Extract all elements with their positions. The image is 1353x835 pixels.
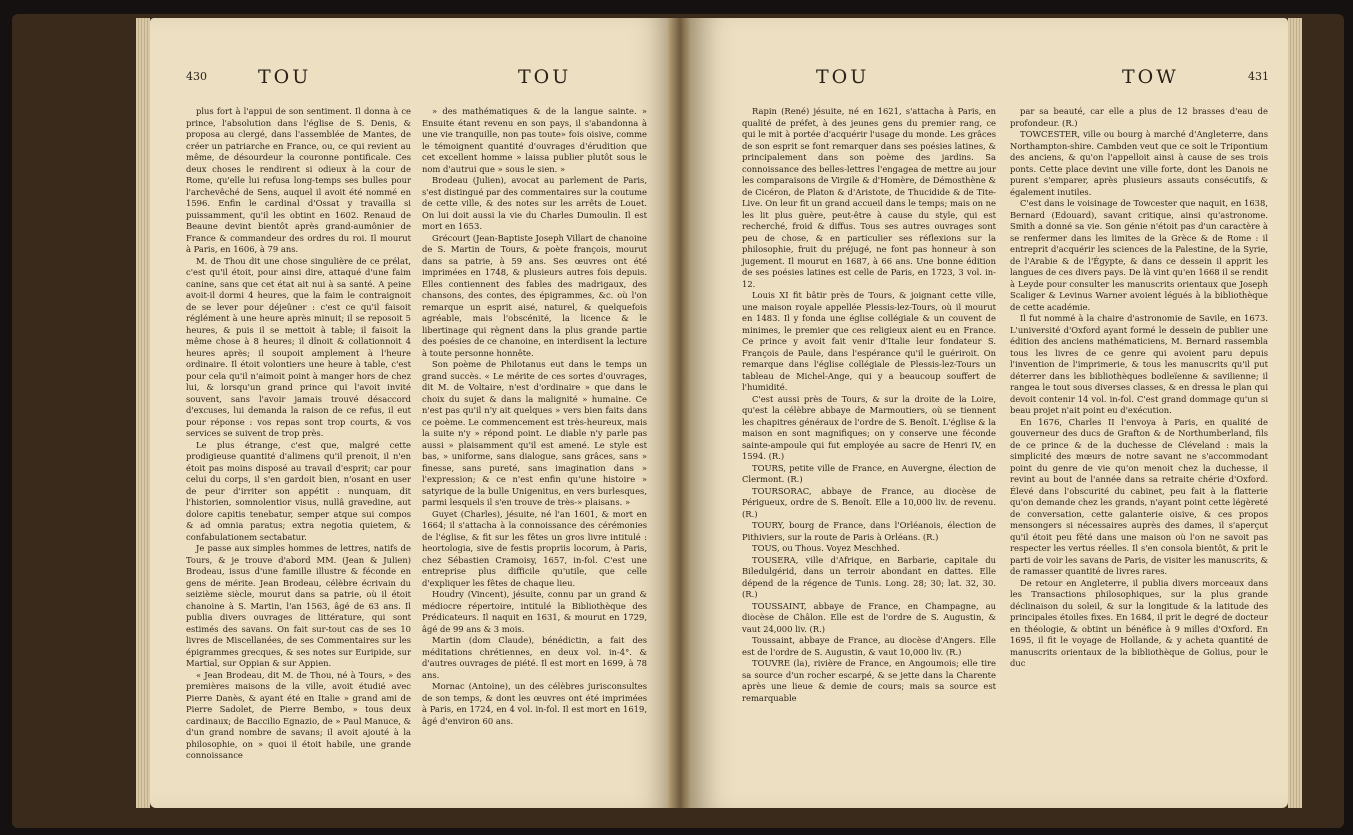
paragraph: par sa beauté, car elle a plus de 12 brasses d'eau de profondeur. (R.)	[1010, 106, 1268, 128]
paragraph: Mornac (Antoine), un des célèbres jurisconsultes de son temps, & dont les œuvres ont été imprimées à Paris, en 1724, en 4 vol. in-fol. Il est mort en 1619, âgé d'environ 60 ans.	[422, 681, 647, 726]
paragraph: Brodeau (Julien), avocat au parlement de Paris, s'est distingué par des commentaires sur la coutume de cette ville, & des notes sur les arrêts de Louet. On lui doit aussi la vie du Charles Dumoulin. Il est mort en 1653.	[422, 175, 647, 231]
paragraph: C'est aussi près de Tours, & sur la droite de la Loire, qu'est la célèbre abbaye de Marmoutiers, où se tiennent les chapitres généraux de l'ordre de S. Benoît. L'église & la maison en sont magnifiques; on y conserve une féconde sainte-ampoule qui fut employée au sacre de Henri IV, en 1594. (R.)	[742, 393, 996, 461]
paragraph: Il fut nommé à la chaire d'astronomie de Savile, en 1673. L'université d'Oxford ayant formé le dessein de publier une édition des anciens mathématiciens, M. Bernard rassembla tous les livres de ce genre qui avoient paru depuis l'invention de l'imprimerie, & tous les manuscrits qu'il put déterrer dans les bibliothèques bodleïenne & savilienne; il rangea le tout sous diverses classes, & en dressa le plan qui devoit contenir 14 vol. in-fol. C'est grand dommage qu'un si beau projet n'ait point eu d'exécution.	[1010, 313, 1268, 415]
right-column-2	[1010, 106, 1268, 670]
left-running-head-1: TOU	[258, 66, 312, 88]
left-column-2	[422, 106, 647, 727]
right-page	[690, 18, 1288, 808]
paragraph: « Jean Brodeau, dit M. de Thou, né à Tours, » des premières maisons de la ville, avoit étudié avec Pierre Danès, & ayant été en Italie » grand ami de Pierre Sadolet, de Pierre Bembo, » tous deux cardinaux; de Baccilio Egnazio, de » Paul Manuce, & d'un grand nombre de savans; il avoit ajouté à la philosophie, on » quoi il étoit habile, une grande connoissance	[186, 669, 411, 760]
paragraph: Louis XI fit bâtir près de Tours, & joignant cette ville, une maison royale appellée Plessis-lez-Tours, où il mourut en 1483. Il y fonda une église collégiale & un couvent de minimes, le premier que ces religieux aient eu en France. Ce prince y avoit fait venir d'Italie leur fondateur S. François de Paule, dans l'espérance qu'il le guériroit. On remarque dans l'église collégiale de Plessis-lez-Tours un tableau de Michel-Ange, qui y a beaucoup souffert de l'humidité.	[742, 290, 996, 392]
paragraph: TOUVRE (la), rivière de France, en Angoumois; elle tire sa source d'un rocher escarpé, & se jette dans la Charente après une lieue & demie de cours; mais sa source est remarquable	[742, 658, 996, 703]
left-page	[150, 18, 675, 808]
paragraph: Son poème de Philotanus eut dans le temps un grand succès. « Le mérite de ces sortes d'ouvrages, dit M. de Voltaire, n'est d'ordinaire » que dans le choix du sujet & dans la malignité » humaine. Ce n'est pas qu'il n'y ait quelques » vers bien faits dans ce poème. Le commencement est très-heureux, mais la suite n'y » répond point. Le diable n'y parle pas aussi » plaisamment qu'il est amené. Le style est bas, » uniforme, sans dialogue, sans grâces, sans » finesse, sans pureté, sans imagination dans » l'expression; & ce n'est enfin qu'une histoire » satyrique de la bulle Unigenitus, en vers burlesques, parmi lesquels il s'en trouve de très-» plaisans. »	[422, 359, 647, 507]
paragraph: Martin (dom Claude), bénédictin, a fait des méditations chrétiennes, en deux vol. in-4°. & d'autres ouvrages de piété. Il est mort en 1699, à 78 ans.	[422, 635, 647, 680]
paragraph: TOURSORAC, abbaye de France, au diocèse de Périgueux, ordre de S. Benoît. Elle a 10,000 liv. de revenu. (R.)	[742, 485, 996, 519]
paragraph: TOUSERA, ville d'Afrique, en Barbarie, capitale du Biledulgérid, dans un terroir abondant en dattes. Elle dépend de la régence de Tunis. Long. 28; 30; lat. 32, 30. (R.)	[742, 554, 996, 599]
paragraph: TOURY, bourg de France, dans l'Orléanois, élection de Pithiviers, sur la route de Paris à Orléans. (R.)	[742, 520, 996, 542]
right-column-1	[742, 106, 996, 704]
right-folio: 431	[1248, 70, 1269, 83]
book-gutter	[668, 18, 692, 808]
paragraph: » des mathématiques & de la langue sainte. » Ensuite étant revenu en son pays, il s'abandonna à une vie tranquille, non pas toute» fois oisive, comme le témoignent quantité d'ouvrages d'érudition que cet excellent homme » laissa publier plutôt sous le nom d'autrui que » sous le sien. »	[422, 106, 647, 174]
paragraph: Je passe aux simples hommes de lettres, natifs de Tours, & je trouve d'abord MM. (Jean & Julien) Brodeau, issus d'une famille illustre & féconde en gens de mérite. Jean Brodeau, célèbre écrivain du seizième siècle, mourut dans sa patrie, où il étoit chanoine à S. Martin, l'an 1563, âgé de 63 ans. Il publia divers ouvrages de littérature, qui sont estimés des savans. On fait sur-tout cas de ses 10 livres de Miscellanées, de ses Commentaires sur les épigrammes grecques, & ses notes sur Euripide, sur Martial, sur Oppian & sur Appien.	[186, 543, 411, 668]
right-running-head-2: TOW	[1122, 66, 1179, 88]
paragraph: TOWCESTER, ville ou bourg à marché d'Angleterre, dans Northampton-shire. Cambden veut que ce soit le Tripontium des anciens, & qu'on l'appelloit ainsi à cause de ses trois ponts. Cette place devint une ville forte, dont les Danois ne purent s'emparer, après plusieurs assauts consécutifs, & également inutiles.	[1010, 129, 1268, 197]
left-page-edges	[136, 18, 150, 808]
paragraph: Grécourt (Jean-Baptiste Joseph Villart de chanoine de S. Martin de Tours, & poète françois, mourut dans sa patrie, à 59 ans. Ses œuvres ont été imprimées en 1748, & plusieurs autres fois depuis. Elles contiennent des fables des madrigaux, des chansons, des contes, des épigrammes, &c. où l'on remarque un esprit aisé, naturel, & quelquefois agréable, mais l'obscénité, la licence & le libertinage qui règnent dans la plus grande partie des poésies de ce chanoine, en interdisent la lecture à toute personne honnête.	[422, 232, 647, 358]
left-running-head-2: TOU	[518, 66, 572, 88]
paragraph: C'est dans le voisinage de Towcester que naquit, en 1638, Bernard (Edouard), savant critique, ainsi qu'astronome. Smith a donné sa vie. Son génie n'étoit pas d'un caractère à se renfermer dans les limites de la Grèce & de Rome : il entreprit d'acquérir les sciences de la Palestine, de la Syrie, de l'Arabie & de l'Égypte, & dans ce dessein il apprit les langues de ces divers pays. De là vint qu'en 1668 il se rendit à Leyde pour consulter les manuscrits orientaux que Joseph Scaliger & Levinus Warner avoient légués à la bibliothèque de cette académie.	[1010, 198, 1268, 312]
paragraph: Rapin (René) jésuite, né en 1621, s'attacha à Paris, en qualité de préfet, à des jeunes gens du premier rang, ce qui le mit à portée d'acquérir l'usage du monde. Les grâces de son esprit se font remarquer dans ses poésies latines, & principalement dans son poème des jardins. Sa connoissance des belles-lettres l'engagea de mettre au jour les comparaisons de Virgile & d'Homère, de Démosthène & de Cicéron, de Platon & d'Aristote, de Thucidide & de Tite-Live. On leur fit un grand accueil dans le temps; mais on ne les lit plus guère, peut-être à cause du style, qui est recherché, froid & diffus. Tous ses autres ouvrages sont peu de chose, & en particulier ses réflexions sur la philosophie, fruit du préjugé, ne font pas honneur à son jugement. Il mourut en 1687, à 66 ans. Une bonne édition de ses poésies latines est celle de Paris, en 1723, 3 vol. in-12.	[742, 106, 996, 289]
right-page-edges	[1288, 18, 1302, 808]
left-folio: 430	[186, 70, 207, 83]
paragraph: TOURS, petite ville de France, en Auvergne, élection de Clermont. (R.)	[742, 462, 996, 484]
paragraph: Toussaint, abbaye de France, au diocèse d'Angers. Elle est de l'ordre de S. Augustin, & vaut 10,000 liv. (R.)	[742, 635, 996, 657]
paragraph: TOUSSAINT, abbaye de France, en Champagne, au diocèse de Châlon. Elle est de l'ordre de S. Augustin, & vaut 24,000 liv. (R.)	[742, 600, 996, 634]
paragraph: Guyet (Charles), jésuite, né l'an 1601, & mort en 1664; il s'attacha à la connoissance des cérémonies de l'église, & fit sur les fêtes un gros livre intitulé : heortologia, sive de festis propriis locorum, à Paris, chez Sébastien Cramoisy, 1657, in-fol. C'est une entreprise plus difficile qu'utile, que celle d'expliquer les fêtes de chaque lieu.	[422, 508, 647, 588]
right-running-head-1: TOU	[816, 66, 870, 88]
left-column-1	[186, 106, 411, 762]
paragraph: plus fort à l'appui de son sentiment. Il donna à ce prince, l'absolution dans l'église de S. Denis, & proposa au clergé, dans l'assemblée de Mantes, de créer un patriarche en France, ou, ce qui revient au même, de désourdeur la couronne pontificale. Ces deux choses le rendirent si odieux à la cour de Rome, qu'elle lui refusa long-temps ses bulles pour l'archevêché de Sens, auquel il avoit été nommé en 1596. Enfin le cardinal d'Ossat y travailla si puissamment, qu'il les obtint en 1602. Renaud de Beaune devint bientôt après grand-aumônier de France & commandeur des ordres du roi. Il mourut à Paris, en 1606, à 79 ans.	[186, 106, 411, 254]
paragraph: TOUS, ou Thous. Voyez Meschhed.	[752, 543, 900, 553]
paragraph: M. de Thou dit une chose singulière de ce prélat, c'est qu'il étoit, pour ainsi dire, attaqué d'une faim canine, sans que cet état ait nui à sa santé. A peine avoit-il dormi 4 heures, que la faim le contraignoit de se lever pour déjeûner : c'est ce qu'il faisoit réglément à une heure après minuit; il se reposoit 5 heures, & puis il se mettoit à table; il faisoit la même chose à 8 heures; il dînoit & collationnoit 4 heures après; il soupoit amplement à l'heure ordinaire. Il étoit volontiers une heure à table, c'est pour cela qu'il n'aimoit point à manger hors de chez lui, & lorsqu'un grand prince qui l'avoit invité souvent, sans l'avoir jamais trouvé désaccord d'excuses, lui demanda la raison de ce refus, il eut pour réponse : vos repas sont trop courts, & vos services se suivent de trop près.	[186, 255, 411, 438]
paragraph: Le plus étrange, c'est que, malgré cette prodigieuse quantité d'alimens qu'il prenoit, il n'en étoit pas moins disposé au travail d'esprit; car pour celui du corps, il s'en gardoit bien, n'osant en user de peur d'irriter son appétit : nunquam, dit l'historien, somnolentior visus, nullâ gravedine, aut dolore capitis tenebatur, semper atque sui compos & ad omnia paratus; extra negotia quietem, & confabulationem sectabatur.	[186, 439, 411, 542]
paragraph: Houdry (Vincent), jésuite, connu par un grand & médiocre répertoire, intitulé la Bibliothèque des Prédicateurs. Il naquit en 1631, & mourut en 1729, âgé de 99 ans & 3 mois.	[422, 589, 647, 634]
paragraph: En 1676, Charles II l'envoya à Paris, en qualité de gouverneur des ducs de Grafton & de Northumberland, fils de ce prince & de la duchesse de Cléveland : mais la simplicité des mœurs de notre savant ne s'accommodant point du genre de vie qu'on menoit chez la duchesse, il revint au bout de l'année dans sa retraite chérie d'Oxford. Élevé dans l'obscurité du cabinet, peu fait à la flatterie qu'on demande chez les grands, n'ayant point cette légèreté de conversation, cette galanterie oisive, & ces propos mensongers si nécessaires auprès des dames, il s'aperçut qu'il étoit peu fêté dans une maison où l'on ne savoit pas respecter les vertus réelles. Il s'en consola bientôt, & prit le parti de voir les savans de Paris, de visiter les manuscrits, & de ramasser quantité de livres rares.	[1010, 416, 1268, 576]
paragraph: De retour en Angleterre, il publia divers morceaux dans les Transactions philosophiques, sur la plus grande déclinaison du soleil, & sur la longitude & la latitude des principales étoiles fixes. En 1684, il prit le degré de docteur en théologie, & obtint un bénéfice à 9 milles d'Oxford. En 1695, il fit le voyage de Hollande, & y acheta quantité de manuscrits orientaux de la bibliothèque de Golius, pour le duc	[1010, 577, 1268, 668]
